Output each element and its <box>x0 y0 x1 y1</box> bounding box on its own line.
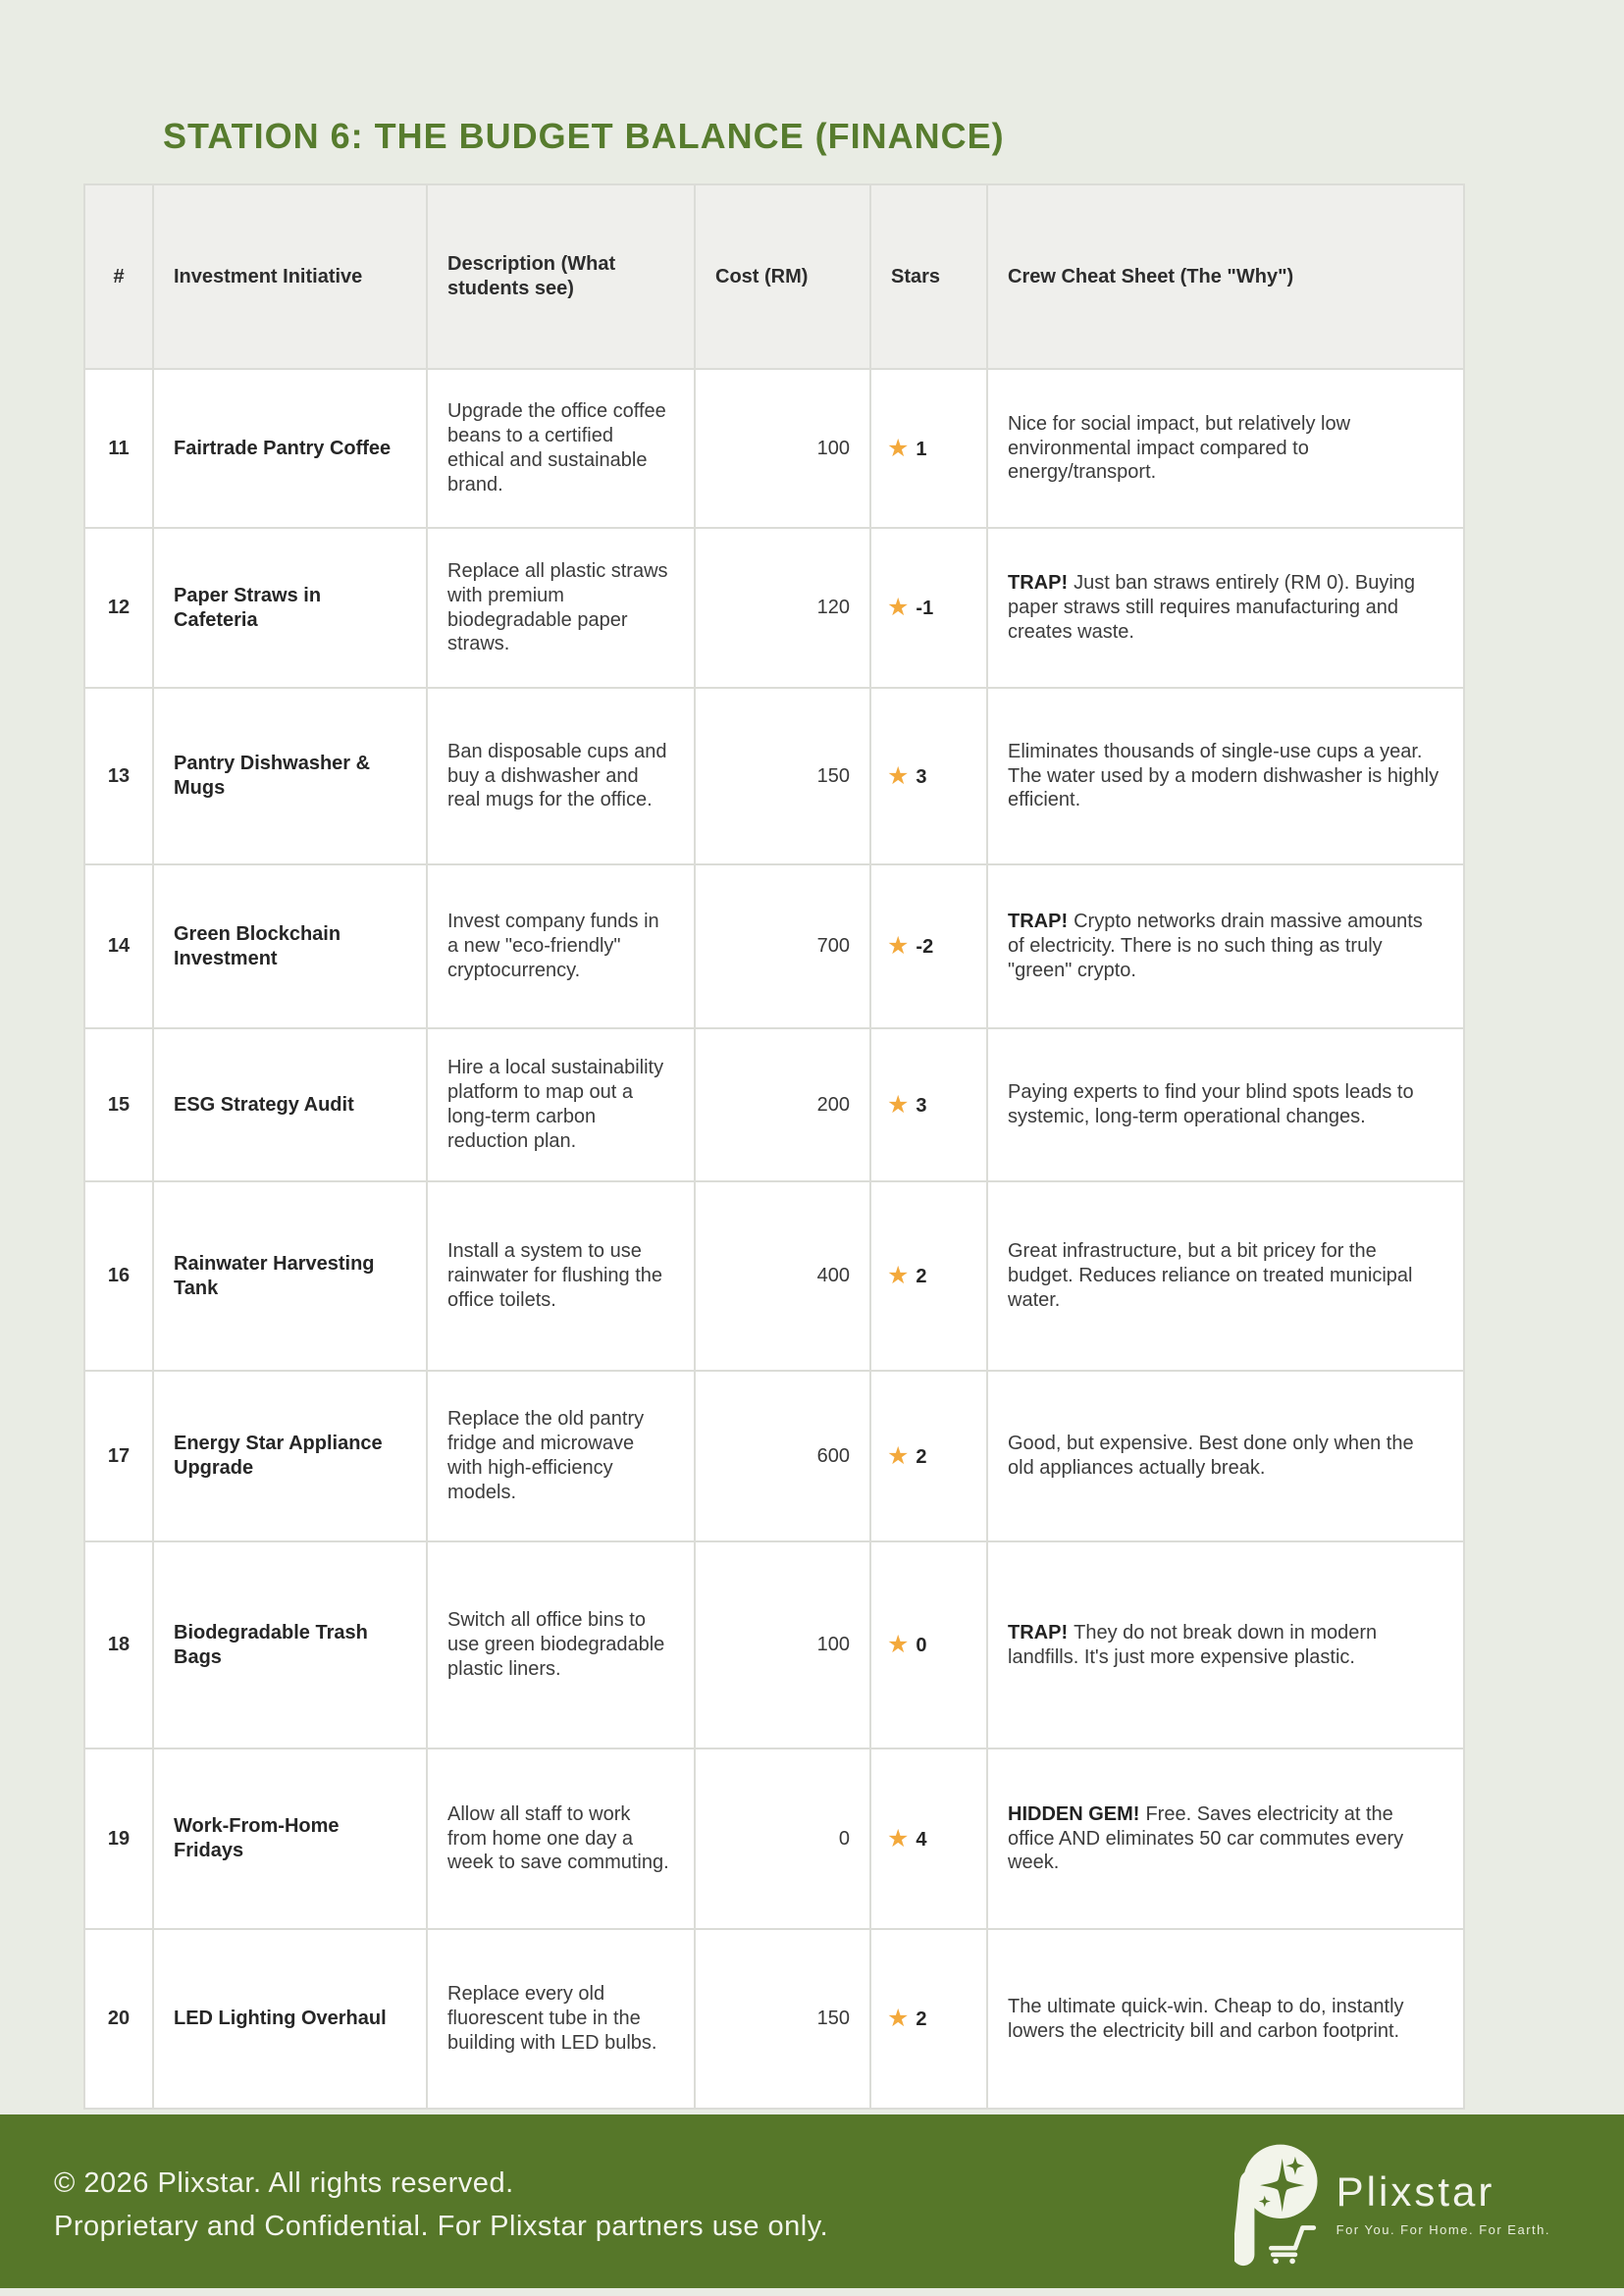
cost-value: 600 <box>695 1371 870 1541</box>
cheat-sheet-text <box>987 1541 1464 1748</box>
initiative-description: Hire a local sustainability platform to map out a long-term carbon reduction plan. <box>427 1028 695 1181</box>
stars-cell <box>870 1929 987 2109</box>
row-number: 17 <box>84 1371 153 1541</box>
brand-text-block <box>1336 2168 1550 2237</box>
star-count: 2 <box>916 2009 927 2030</box>
cheat-body: Eliminates thousands of single-use cups a year. The water used by a modern dishwasher is highly efficient. <box>1008 740 1440 811</box>
cost-value: 100 <box>695 369 870 528</box>
stars-cell <box>870 528 987 688</box>
cost-value: 100 <box>695 1541 870 1748</box>
table-row <box>84 1028 1464 1181</box>
initiative-description: Switch all office bins to use green biodegradable plastic liners. <box>427 1541 695 1748</box>
star-count: 3 <box>916 1094 927 1117</box>
initiative-name: Paper Straws in Cafeteria <box>153 528 427 688</box>
initiative-name: Rainwater Harvesting Tank <box>153 1181 427 1371</box>
row-number: 18 <box>84 1541 153 1748</box>
cheat-sheet-text <box>987 1371 1464 1541</box>
table-header-row <box>84 184 1464 369</box>
budget-table-container <box>83 183 1465 2110</box>
row-number: 19 <box>84 1748 153 1929</box>
initiative-name: LED Lighting Overhaul <box>153 1929 427 2109</box>
row-number: 12 <box>84 528 153 688</box>
cost-value: 150 <box>695 688 870 864</box>
cheat-body: Great infrastructure, but a bit pricey for the budget. Reduces reliance on treated municipal water. <box>1008 1240 1413 1311</box>
row-number: 20 <box>84 1929 153 2109</box>
star-count: 2 <box>916 1266 927 1287</box>
star-icon: ★ <box>887 594 910 621</box>
cost-value: 400 <box>695 1181 870 1371</box>
initiative-name: Work-From-Home Fridays <box>153 1748 427 1929</box>
cheat-body: Good, but expensive. Best done only when the old appliances actually break. <box>1008 1433 1414 1479</box>
star-count: 3 <box>916 765 927 788</box>
star-icon: ★ <box>887 1631 910 1658</box>
star-count: 2 <box>916 1445 927 1468</box>
star-count: 0 <box>916 1635 927 1656</box>
cheat-sheet-text <box>987 369 1464 528</box>
page-title: STATION 6: THE BUDGET BALANCE (FINANCE) <box>163 116 1005 156</box>
row-number: 11 <box>84 369 153 528</box>
cheat-body: Paying experts to find your blind spots leads to systemic, long-term operational changes. <box>1008 1081 1414 1127</box>
header-initiative: Investment Initiative <box>153 184 427 369</box>
stars-cell <box>870 864 987 1028</box>
cheat-body: Free. Saves electricity at the office AND eliminates 50 car commutes every week. <box>1008 1802 1404 1874</box>
header-description: Description (What students see) <box>427 184 695 369</box>
cheat-sheet-text <box>987 864 1464 1028</box>
star-icon: ★ <box>887 1090 910 1119</box>
table-row <box>84 1541 1464 1748</box>
header-number: # <box>84 184 153 369</box>
cost-value: 200 <box>695 1028 870 1181</box>
cheat-body: They do not break down in modern landfills. It's just more expensive plastic. <box>1008 1621 1378 1668</box>
table-row <box>84 1748 1464 1929</box>
budget-table <box>83 183 1465 2110</box>
star-icon: ★ <box>887 2005 910 2032</box>
header-stars: Stars <box>870 184 987 369</box>
cheat-highlight: HIDDEN GEM! <box>1008 1802 1140 1825</box>
star-icon: ★ <box>887 761 910 790</box>
brand-name: Plixstar <box>1336 2168 1495 2215</box>
star-count: -1 <box>916 598 934 619</box>
stars-cell <box>870 1541 987 1748</box>
stars-cell <box>870 1181 987 1371</box>
cost-value: 150 <box>695 1929 870 2109</box>
table-row <box>84 369 1464 528</box>
cheat-body: Nice for social impact, but relatively low environmental impact compared to energy/transport. <box>1008 412 1351 484</box>
row-number: 15 <box>84 1028 153 1181</box>
cheat-highlight: TRAP! <box>1008 911 1069 933</box>
footer-copyright <box>54 2162 828 2248</box>
table-row <box>84 864 1464 1028</box>
stars-cell <box>870 1748 987 1929</box>
initiative-name: Pantry Dishwasher & Mugs <box>153 688 427 864</box>
cheat-body: The ultimate quick-win. Cheap to do, instantly lowers the electricity bill and carbon footprint. <box>1008 1995 1404 2042</box>
row-number: 13 <box>84 688 153 864</box>
copyright-line-2: Proprietary and Confidential. For Plixstar partners use only. <box>54 2211 829 2242</box>
cost-value: 0 <box>695 1748 870 1929</box>
initiative-name: Energy Star Appliance Upgrade <box>153 1371 427 1541</box>
table-row <box>84 1181 1464 1371</box>
table-row <box>84 528 1464 688</box>
star-icon: ★ <box>887 1262 910 1289</box>
cheat-body: Just ban straws entirely (RM 0). Buying paper straws still requires manufacturing and creates waste. <box>1008 572 1416 643</box>
header-cost: Cost (RM) <box>695 184 870 369</box>
cheat-sheet-text <box>987 1181 1464 1371</box>
initiative-description: Install a system to use rainwater for flushing the office toilets. <box>427 1181 695 1371</box>
initiative-description: Allow all staff to work from home one day a week to save commuting. <box>427 1748 695 1929</box>
cheat-sheet-text <box>987 528 1464 688</box>
plixstar-p-sparkle-cart-icon <box>1234 2138 1321 2268</box>
initiative-name: ESG Strategy Audit <box>153 1028 427 1181</box>
initiative-description: Ban disposable cups and buy a dishwasher and real mugs for the office. <box>427 688 695 864</box>
footer-band <box>0 2114 1624 2288</box>
cheat-sheet-text <box>987 1028 1464 1181</box>
cheat-sheet-text <box>987 1748 1464 1929</box>
stars-cell <box>870 688 987 864</box>
row-number: 14 <box>84 864 153 1028</box>
table-row <box>84 1371 1464 1541</box>
cheat-highlight: TRAP! <box>1008 572 1069 595</box>
plixstar-logo <box>1234 2138 1550 2268</box>
cost-value: 700 <box>695 864 870 1028</box>
star-icon: ★ <box>887 932 910 960</box>
row-number: 16 <box>84 1181 153 1371</box>
cheat-sheet-text <box>987 1929 1464 2109</box>
star-icon: ★ <box>887 434 910 462</box>
initiative-description: Invest company funds in a new "eco-friendly" cryptocurrency. <box>427 864 695 1028</box>
table-row <box>84 688 1464 864</box>
cheat-highlight: TRAP! <box>1008 1621 1069 1644</box>
initiative-name: Green Blockchain Investment <box>153 864 427 1028</box>
cheat-sheet-text <box>987 688 1464 864</box>
initiative-name: Biodegradable Trash Bags <box>153 1541 427 1748</box>
stars-cell <box>870 1028 987 1181</box>
initiative-description: Replace the old pantry fridge and microwave with high-efficiency models. <box>427 1371 695 1541</box>
stars-cell <box>870 1371 987 1541</box>
copyright-line-1: © 2026 Plixstar. All rights reserved. <box>54 2167 514 2199</box>
initiative-name: Fairtrade Pantry Coffee <box>153 369 427 528</box>
header-cheat-sheet: Crew Cheat Sheet (The "Why") <box>987 184 1464 369</box>
star-count: 1 <box>916 438 927 460</box>
stars-cell <box>870 369 987 528</box>
brand-tagline: For You. For Home. For Earth. <box>1336 2222 1550 2237</box>
star-count: -2 <box>916 936 934 958</box>
cost-value: 120 <box>695 528 870 688</box>
initiative-description: Replace all plastic straws with premium biodegradable paper straws. <box>427 528 695 688</box>
star-count: 4 <box>916 1828 927 1851</box>
initiative-description: Upgrade the office coffee beans to a certified ethical and sustainable brand. <box>427 369 695 528</box>
table-row <box>84 1929 1464 2109</box>
star-icon: ★ <box>887 1824 910 1852</box>
star-icon: ★ <box>887 1441 910 1470</box>
initiative-description: Replace every old fluorescent tube in the building with LED bulbs. <box>427 1929 695 2109</box>
cheat-body: Crypto networks drain massive amounts of electricity. There is no such thing as truly "green" crypto. <box>1008 911 1423 981</box>
